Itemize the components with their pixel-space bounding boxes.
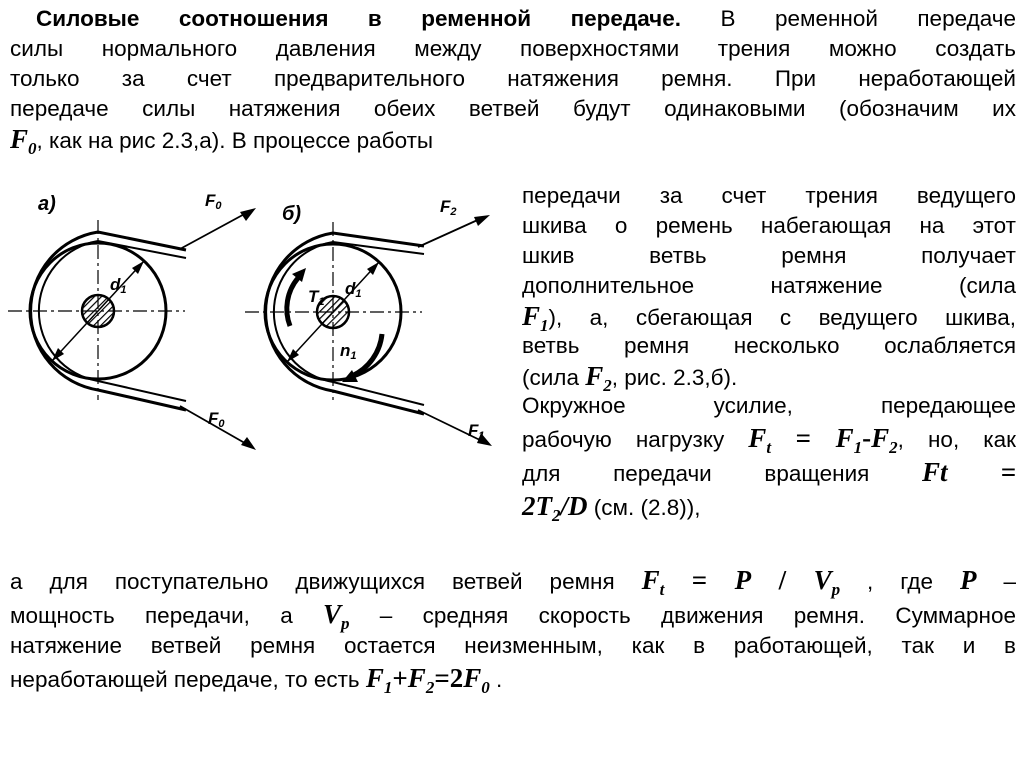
label-f0-top: F0 xyxy=(205,191,222,212)
force-a-top-line xyxy=(180,211,250,249)
right-line-1: передачи за счет трения ведущего xyxy=(522,183,1016,208)
top-line-3: только за счет предварительного натяжения ремня. При неработающей xyxy=(10,66,1016,91)
label-f1: F1 xyxy=(468,421,485,442)
bottom-line-3: натяжение ветвей ремня остается неизменным, как в работающей, так и в xyxy=(10,633,1016,658)
paragraph-right xyxy=(522,181,1016,523)
label-b-d1: d1 xyxy=(345,279,362,300)
right-line-7: (сила $F_2$, рис. 2.3,б). xyxy=(522,361,738,395)
panel-b-label: б) xyxy=(282,203,302,225)
force-a-bottom-arrowhead xyxy=(241,437,256,450)
top-line-4: передаче силы натяжения обеих ветвей будут одинаковыми (обозначим их xyxy=(10,96,1016,121)
right-line-4: дополнительное натяжение (сила xyxy=(522,273,1016,298)
right-line-8: Окружное усилие, передающее xyxy=(522,393,1016,418)
paragraph-top xyxy=(10,4,1016,158)
force-b-top-arrowhead xyxy=(474,215,490,226)
force-a-top-arrowhead xyxy=(240,208,256,221)
bottom-line-4: неработающей передаче, то есть $F_1+F_2=2F_0$ . xyxy=(10,663,503,697)
right-line-11: $2T_2/D$ (см. (2.8)), xyxy=(522,491,701,525)
symbol-f0: F xyxy=(10,124,29,154)
right-line-10: для передачи вращения Ft = xyxy=(522,457,1017,487)
top-line-2: силы нормального давления между поверхностями трения можно создать xyxy=(10,36,1016,61)
label-t1: T1 xyxy=(308,287,325,308)
right-line-2: шкива о ремень набегающая на этот xyxy=(522,213,1016,238)
right-line-9: рабочую нагрузку $F_t = F_1-F_2$, но, как xyxy=(522,423,1016,457)
right-line-6: ветвь ремня несколько ослабляется xyxy=(522,333,1016,358)
bottom-line-2: мощность передачи, а $V_p$ – средняя скорость движения ремня. Суммарное xyxy=(10,599,1016,633)
bottom-line-1: а для поступательно движущихся ветвей ремня $F_t = P / V_p$ , где P – xyxy=(10,565,1016,599)
label-f0-bottom: F0 xyxy=(208,409,225,430)
panel-a-label: а) xyxy=(38,193,56,215)
right-line-5: $F_1$), а, сбегающая с ведущего шкива, xyxy=(522,301,1016,335)
right-line-3: шкив ветвь ремня получает xyxy=(522,243,1016,268)
belt-drive-figure xyxy=(0,178,510,468)
panel-a xyxy=(8,191,256,450)
top-line-1: Силовые соотношения в ременной передаче. В ременной передаче xyxy=(36,6,1016,31)
panel-b xyxy=(245,197,492,446)
label-f2: F2 xyxy=(440,197,457,218)
force-b-top-line xyxy=(418,218,482,247)
top-line-5: $F_0$, как на рис 2.3,а). В процессе работы xyxy=(10,124,434,158)
section-heading: Силовые соотношения в ременной передаче. xyxy=(36,6,682,31)
label-d1: d1 xyxy=(110,275,127,296)
label-n1: n1 xyxy=(340,341,357,362)
paragraph-bottom xyxy=(10,563,1016,695)
torque-arc xyxy=(287,278,298,326)
